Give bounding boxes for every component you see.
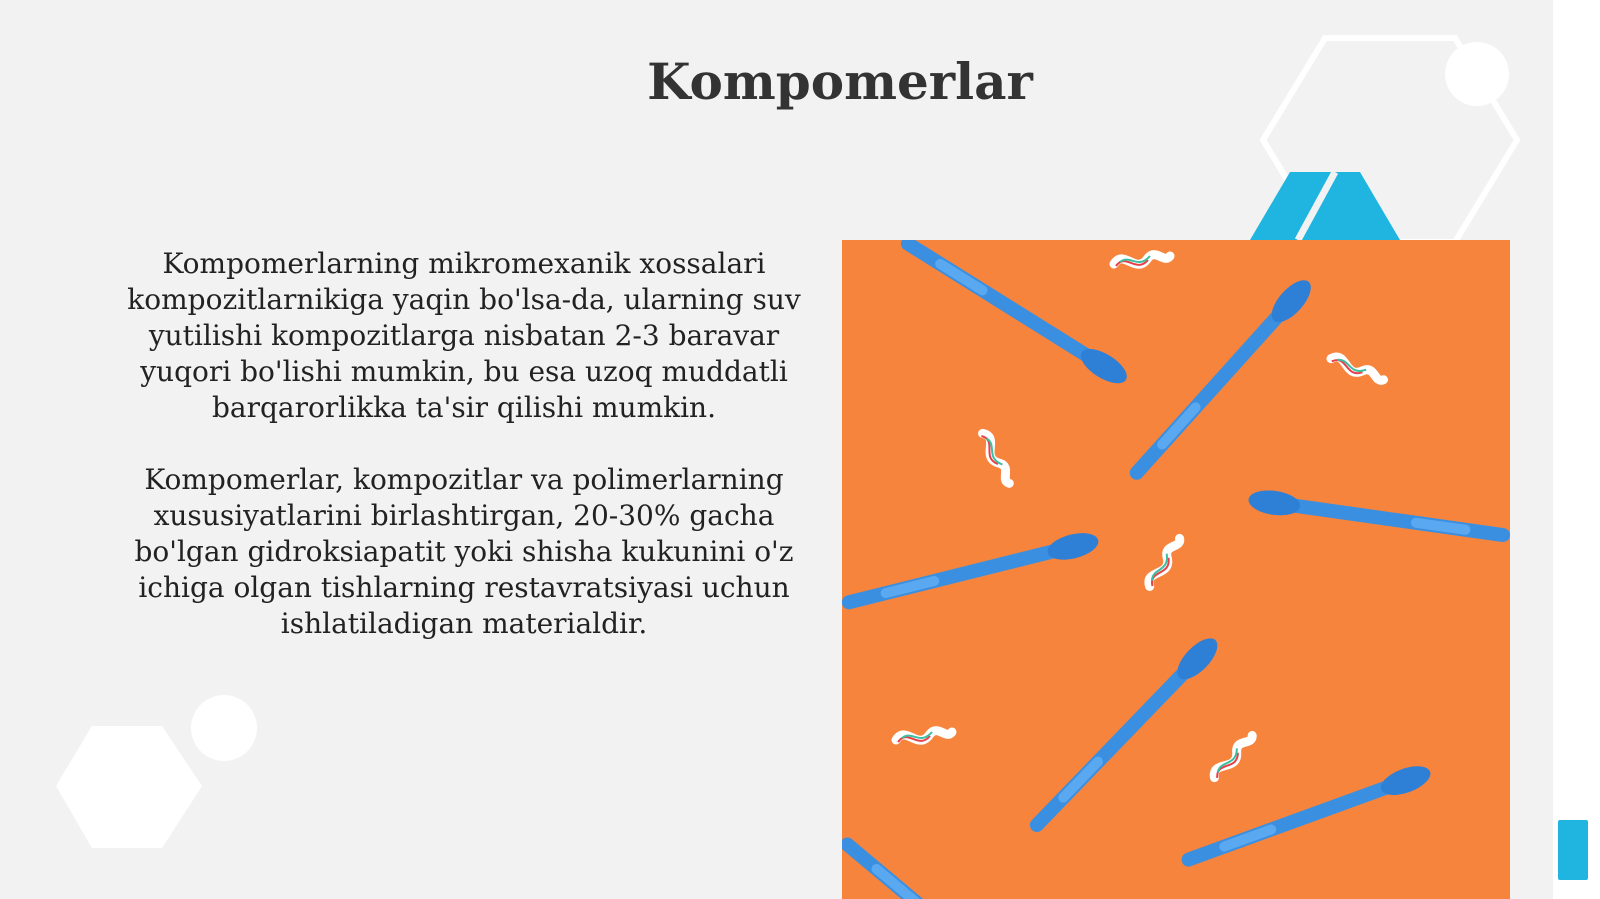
hexagon-decoration-bottom-left — [50, 690, 270, 860]
hexagon-filled-icon — [1250, 172, 1400, 240]
circle-decoration — [1445, 42, 1509, 106]
circle-decoration — [191, 695, 257, 761]
right-edge-panel — [1553, 0, 1600, 899]
paragraph-definition: Kompomerlar, kompozitlar va polimerlarning xususiyatlarini birlashtirgan, 20-30% gacha bo'lgan gidroksiapatit yoki shisha kukunini o'z ichiga olgan tishlarning restavratsiyasi uchun ishlatiladigan materialdir. — [134, 463, 794, 640]
paragraph-water-absorption: Kompomerlarning mikromexanik xossalari kompozitlarnikiga yaqin bo'lsa-da, ularning suv yutilishi kompozitlarga nisbatan 2-3 baravar yuqori bo'lishi mumkin, bu esa uzoq muddatli barqarorlikka ta'sir qilishi mumkin. — [127, 247, 801, 424]
accent-tab — [1558, 820, 1588, 880]
toothbrush-illustration — [842, 240, 1510, 899]
toothpaste-swirl-2 — [1330, 351, 1384, 389]
hexagon-filled-icon — [56, 726, 202, 848]
toothbrush-3 — [842, 528, 1101, 615]
toothpaste-swirl-4 — [1142, 537, 1187, 587]
toothpaste-swirl-5 — [896, 731, 952, 742]
toothbrush-photo — [842, 240, 1510, 899]
toothpaste-swirl-6 — [1208, 734, 1258, 779]
toothbrush-7 — [842, 831, 1052, 899]
slide-title: Kompomerlar — [647, 52, 1033, 111]
toothbrush-5 — [1023, 632, 1224, 839]
toothpaste-swirl-3 — [981, 430, 1011, 487]
toothpaste-swirl-1 — [1114, 255, 1170, 266]
toothbrush-2 — [1123, 274, 1317, 486]
slide-body — [108, 246, 820, 678]
toothbrush-1 — [896, 240, 1133, 390]
hexagon-accent-top — [1250, 172, 1400, 242]
toothbrush-4 — [1247, 487, 1510, 548]
